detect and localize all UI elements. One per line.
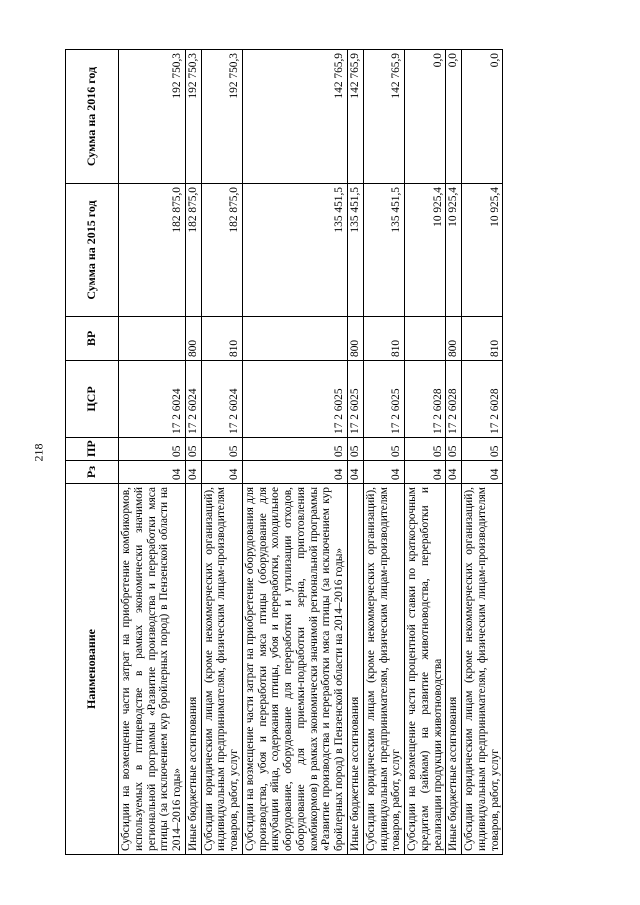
cell-sum-2016: 142 765,9	[348, 50, 364, 184]
cell-pr: 05	[201, 438, 242, 461]
cell-pr: 05	[462, 438, 503, 461]
cell-sum-2016: 0,0	[405, 50, 446, 184]
cell-sum-2016: 192 750,3	[185, 50, 201, 184]
cell-sum-2015: 10 925,4	[462, 184, 503, 317]
cell-vr	[405, 317, 446, 361]
header-pr: ПР	[66, 438, 119, 461]
header-rz: Рз	[66, 461, 119, 484]
cell-csr: 17 2 6024	[119, 361, 186, 438]
header-sum-2016: Сумма на 2016 год	[66, 50, 119, 184]
cell-vr: 810	[462, 317, 503, 361]
header-name: Наименование	[66, 484, 119, 855]
cell-rz: 04	[363, 461, 404, 484]
cell-pr: 05	[119, 438, 186, 461]
table-row	[405, 50, 446, 855]
cell-rz: 04	[446, 461, 462, 484]
cell-vr: 810	[201, 317, 242, 361]
cell-rz: 04	[185, 461, 201, 484]
table-row	[242, 50, 347, 855]
table-row	[363, 50, 404, 855]
cell-name: Субсидии юридическим лицам (кроме некоммерческих организаций), индивидуальным предпринимателям, физическим лицам-производителям товаров, работ, услуг	[462, 484, 503, 855]
cell-pr: 05	[446, 438, 462, 461]
cell-rz: 04	[242, 461, 347, 484]
table-row	[185, 50, 201, 855]
page-number: 218	[31, 443, 46, 462]
cell-csr: 17 2 6025	[242, 361, 347, 438]
cell-sum-2016: 0,0	[462, 50, 503, 184]
cell-csr: 17 2 6024	[201, 361, 242, 438]
table-row	[201, 50, 242, 855]
table-row	[446, 50, 462, 855]
cell-vr: 800	[348, 317, 364, 361]
cell-sum-2016: 142 765,9	[363, 50, 404, 184]
cell-pr: 05	[405, 438, 446, 461]
cell-rz: 04	[462, 461, 503, 484]
cell-pr: 05	[242, 438, 347, 461]
cell-name: Субсидии юридическим лицам (кроме некоммерческих организаций), индивидуальным предпринимателям, физическим лицам-производителям товаров, работ, услуг	[201, 484, 242, 855]
cell-sum-2016: 0,0	[446, 50, 462, 184]
table-row	[348, 50, 364, 855]
cell-rz: 04	[405, 461, 446, 484]
header-vr: ВР	[66, 317, 119, 361]
budget-table-container	[65, 50, 510, 855]
table-row	[119, 50, 186, 855]
cell-sum-2015: 182 875,0	[119, 184, 186, 317]
cell-vr: 800	[446, 317, 462, 361]
cell-name: Иные бюджетные ассигнования	[185, 484, 201, 855]
cell-sum-2015: 10 925,4	[405, 184, 446, 317]
cell-name: Иные бюджетные ассигнования	[446, 484, 462, 855]
cell-sum-2015: 182 875,0	[185, 184, 201, 317]
cell-name: Иные бюджетные ассигнования	[348, 484, 364, 855]
cell-pr: 05	[348, 438, 364, 461]
cell-sum-2016: 192 750,3	[119, 50, 186, 184]
cell-sum-2016: 192 750,3	[201, 50, 242, 184]
cell-sum-2016: 142 765,9	[242, 50, 347, 184]
cell-sum-2015: 135 451,5	[363, 184, 404, 317]
cell-rz: 04	[348, 461, 364, 484]
cell-name: Субсидии на возмещение части затрат на приобретение оборудования для производства, убоя и переработки мяса птицы (оборудование для инкубации яйца, содержания птицы, убоя и переработки, холодильное оборудование, оборудование для переработки и утилизации отходов, оборудование для приемки-подработки зерна, приготовления комбикормов) в рамках экономически значимой региональной программы «Развитие производства и переработки мяса птицы (за исключением кур бройлерных пород) в Пензенской области на 2014–2016 годы»	[242, 484, 347, 855]
cell-vr	[242, 317, 347, 361]
cell-vr	[119, 317, 186, 361]
cell-name: Субсидии на возмещение части процентной ставки по краткосрочным кредитам (займам) на развитие животноводства, переработки и реализации продукции животноводства	[405, 484, 446, 855]
cell-name: Субсидии юридическим лицам (кроме некоммерческих организаций), индивидуальным предпринимателям, физическим лицам-производителям товаров, работ, услуг	[363, 484, 404, 855]
budget-table	[65, 49, 503, 855]
table-header-row	[66, 50, 119, 855]
header-sum-2015: Сумма на 2015 год	[66, 184, 119, 317]
cell-csr: 17 2 6028	[446, 361, 462, 438]
cell-pr: 05	[363, 438, 404, 461]
cell-name: Субсидии на возмещение части затрат на приобретение комбикормов, используемых в птицеводстве в рамках экономически значимой региональной программы «Развитие производства и переработки мяса птицы (за исключением кур бройлерных пород) в Пензенской области на 2014–2016 годы»	[119, 484, 186, 855]
cell-pr: 05	[185, 438, 201, 461]
cell-csr: 17 2 6028	[462, 361, 503, 438]
cell-sum-2015: 135 451,5	[242, 184, 347, 317]
header-csr: ЦСР	[66, 361, 119, 438]
cell-rz: 04	[119, 461, 186, 484]
cell-vr: 800	[185, 317, 201, 361]
table-row	[462, 50, 503, 855]
cell-sum-2015: 182 875,0	[201, 184, 242, 317]
cell-sum-2015: 135 451,5	[348, 184, 364, 317]
cell-csr: 17 2 6028	[405, 361, 446, 438]
cell-csr: 17 2 6024	[185, 361, 201, 438]
cell-csr: 17 2 6025	[363, 361, 404, 438]
cell-csr: 17 2 6025	[348, 361, 364, 438]
cell-sum-2015: 10 925,4	[446, 184, 462, 317]
cell-rz: 04	[201, 461, 242, 484]
cell-vr: 810	[363, 317, 404, 361]
